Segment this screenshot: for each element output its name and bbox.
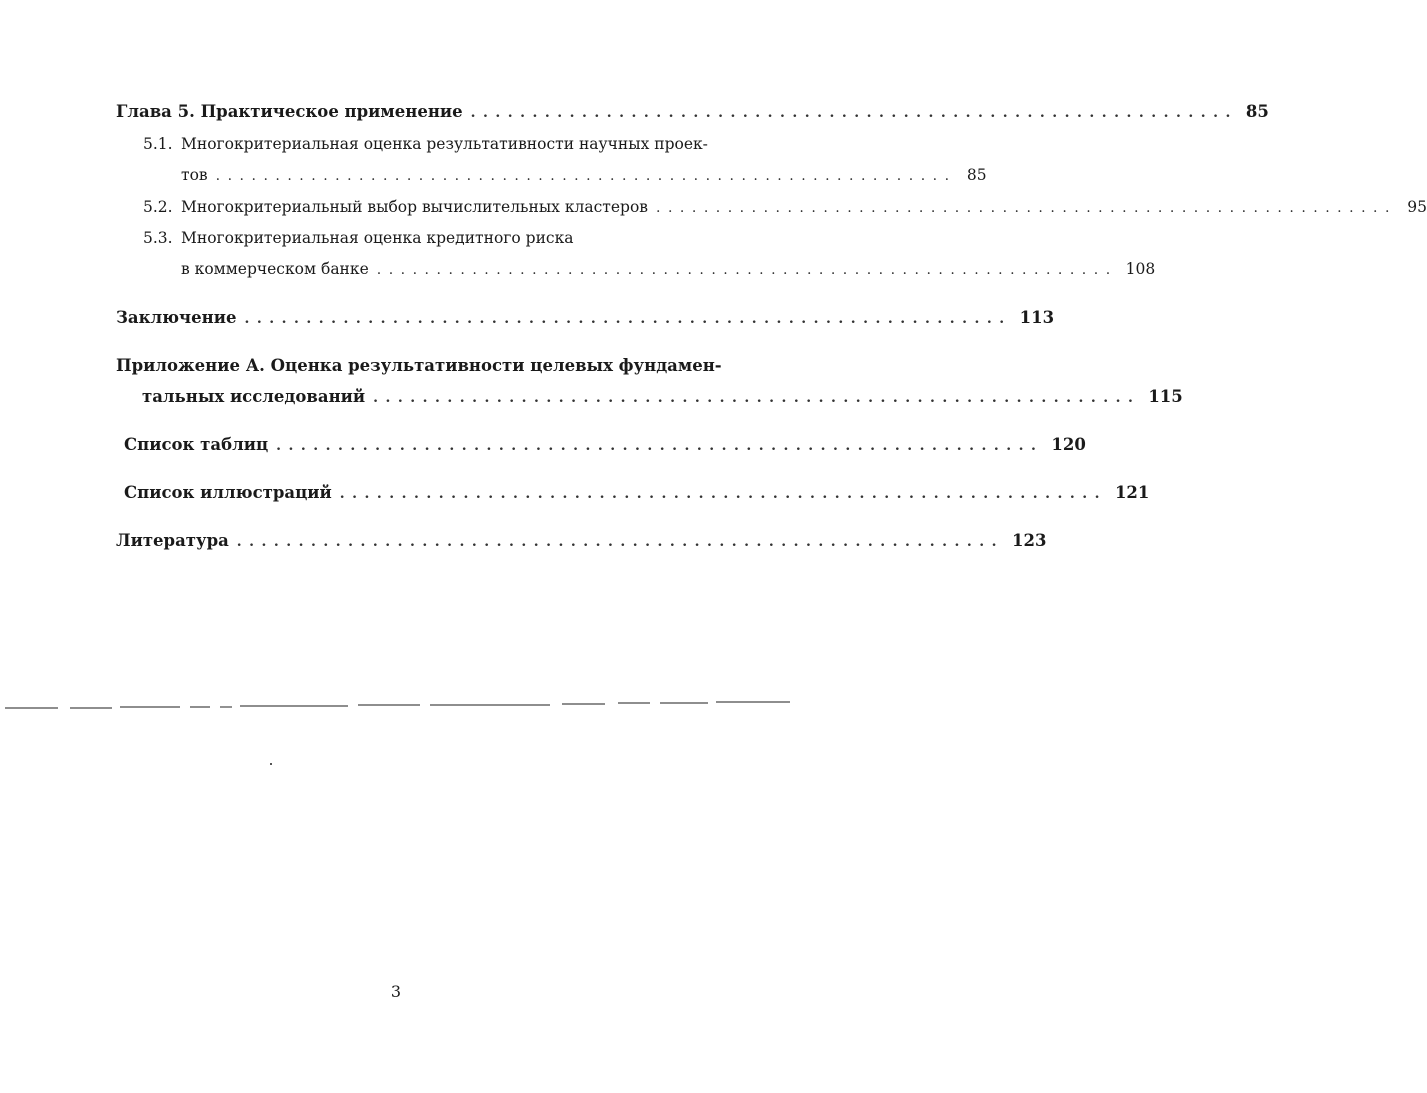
toc-title: Многокритериальный выбор вычислительных кластеров — [181, 198, 649, 216]
leader-dots: .............................................................. — [376, 262, 1118, 278]
toc-entry-chapter-5[interactable] — [116, 102, 1269, 121]
scan-artifact-line — [0, 700, 792, 714]
toc-entry-5-2[interactable] — [143, 198, 1427, 216]
toc-title: Список иллюстраций — [124, 483, 332, 502]
leader-dots: .............................................................. — [373, 390, 1141, 406]
leader-dots: .............................................................. — [244, 311, 1012, 327]
toc-entry-5-1-line2[interactable] — [181, 166, 987, 184]
toc-entry-conclusion[interactable] — [116, 308, 1055, 327]
toc-entry-appendix-a-line1[interactable] — [116, 356, 722, 375]
toc-entry-list-of-tables[interactable] — [124, 435, 1086, 454]
toc-title: в коммерческом банке — [181, 260, 369, 278]
leader-dots: .............................................................. — [339, 486, 1107, 502]
toc-page-number: 85 — [1245, 102, 1269, 121]
toc-entry-5-1-line1[interactable] — [143, 135, 708, 153]
toc-entry-5-3-line1[interactable] — [143, 229, 574, 247]
toc-title: тов — [181, 166, 208, 184]
toc-page-number: 123 — [1012, 531, 1047, 550]
toc-title: Глава 5. Практическое применение — [116, 102, 463, 121]
toc-page-number: 85 — [966, 166, 987, 184]
leader-dots: .............................................................. — [276, 438, 1044, 454]
leader-dots: .............................................................. — [236, 534, 1004, 550]
section-number: 5.1. — [143, 135, 173, 153]
toc-title: Многокритериальная оценка результативности научных проек- — [181, 135, 708, 153]
section-number: 5.2. — [143, 198, 173, 216]
toc-page-number: 115 — [1148, 387, 1183, 406]
toc-page-number: 108 — [1125, 260, 1156, 278]
toc-page-number: 95 — [1407, 198, 1427, 216]
toc-title: тальных исследований — [142, 387, 366, 406]
toc-entry-appendix-a-line2[interactable] — [142, 387, 1183, 406]
page-number: 3 — [390, 982, 402, 1001]
section-number: 5.3. — [143, 229, 173, 247]
toc-title: Заключение — [116, 308, 237, 327]
leader-dots: .............................................................. — [215, 168, 957, 184]
leader-dots: .............................................................. — [470, 105, 1238, 121]
toc-page-number: 121 — [1114, 483, 1150, 502]
toc-page-number: 120 — [1051, 435, 1086, 454]
toc-page-number: 113 — [1019, 308, 1055, 327]
toc-title: Многокритериальная оценка кредитного риска — [181, 229, 574, 247]
toc-title: Список таблиц — [124, 435, 269, 454]
toc-entry-references[interactable] — [116, 531, 1047, 550]
toc-entry-list-of-figures[interactable] — [124, 483, 1150, 502]
toc-entry-5-3-line2[interactable] — [181, 260, 1156, 278]
scan-speck — [270, 763, 272, 765]
toc-title: Литература — [116, 531, 229, 550]
toc-title: Приложение А. Оценка результативности целевых фундамен- — [116, 356, 722, 375]
leader-dots: .............................................................. — [656, 200, 1397, 216]
